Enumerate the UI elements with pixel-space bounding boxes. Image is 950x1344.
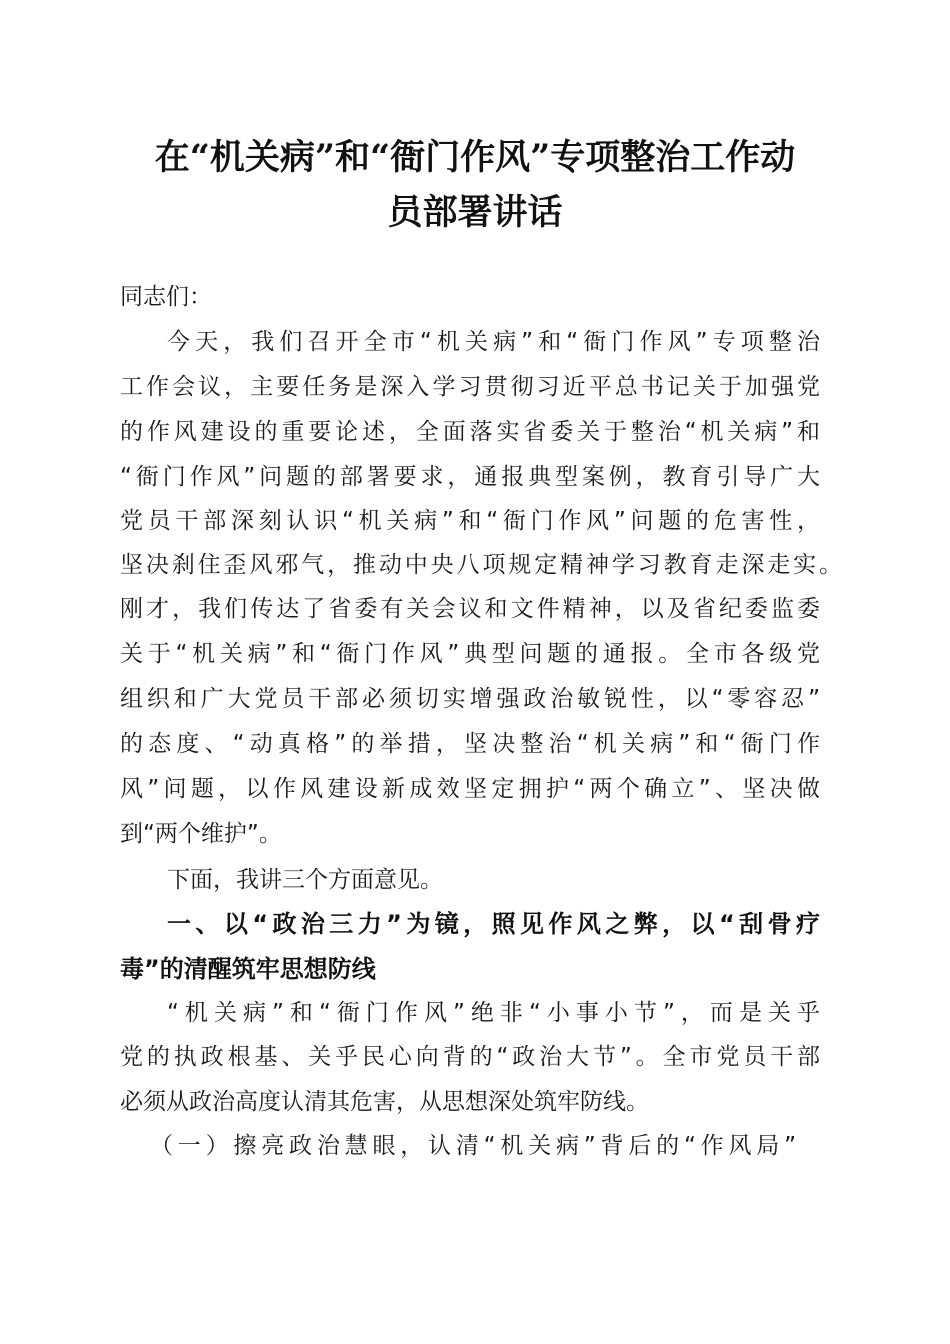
para1-line-5: 党员干部深刻认识“机关病”和“衙门作风”问题的危害性， xyxy=(120,508,820,534)
para1-line-8: 关于“机关病”和“衙门作风”典型问题的通报。全市各级党 xyxy=(120,641,820,667)
para1-line-7: 刚才，我们传达了省委有关会议和文件精神，以及省纪委监委 xyxy=(120,596,820,622)
para1-line-10: 的态度、“动真格”的举措，坚决整治“机关病”和“衙门作 xyxy=(120,731,820,757)
para3-line-1: “机关病”和“衙门作风”绝非“小事小节”，而是关乎 xyxy=(167,1000,820,1026)
para1-line-12: 到“两个维护”。 xyxy=(120,821,282,847)
para3-line-2: 党的执政根基、关乎民心向背的“政治大节”。全市党员干部 xyxy=(120,1044,820,1070)
subheading1: （一）擦亮政治慧眼，认清“机关病”背后的“作风局” xyxy=(150,1133,796,1159)
salutation: 同志们： xyxy=(120,284,212,310)
para2: 下面，我讲三个方面意见。 xyxy=(167,867,443,893)
para1-line-6: 坚决刹住歪风邪气，推动中央八项规定精神学习教育走深走实。 xyxy=(120,552,842,578)
document-title xyxy=(100,130,850,240)
heading1-line-2: 毒”的清醒筑牢思想防线 xyxy=(120,955,376,983)
title-line-1: 在“机关病”和“衙门作风”专项整治工作动 xyxy=(154,137,796,178)
title-line-2: 员部署讲话 xyxy=(387,192,563,233)
para3-line-3: 必须从政治高度认清其危害，从思想深处筑牢防线。 xyxy=(120,1089,649,1115)
para1-line-3: 的作风建设的重要论述，全面落实省委关于整治“机关病”和 xyxy=(120,419,820,445)
para1-line-2: 工作会议，主要任务是深入学习贯彻习近平总书记关于加强党 xyxy=(120,374,820,400)
para1-line-1: 今天，我们召开全市“机关病”和“衙门作风”专项整治 xyxy=(167,329,820,355)
para1-line-11: 风”问题，以作风建设新成效坚定拥护“两个确立”、坚决做 xyxy=(120,776,820,802)
para1-line-4: “衙门作风”问题的部署要求，通报典型案例，教育引导广大 xyxy=(120,464,820,490)
para1-line-9: 组织和广大党员干部必须切实增强政治敏锐性，以“零容忍” xyxy=(120,686,820,712)
heading1-line-1: 一、以“政治三力”为镜，照见作风之弊，以“刮骨疗 xyxy=(167,910,820,938)
